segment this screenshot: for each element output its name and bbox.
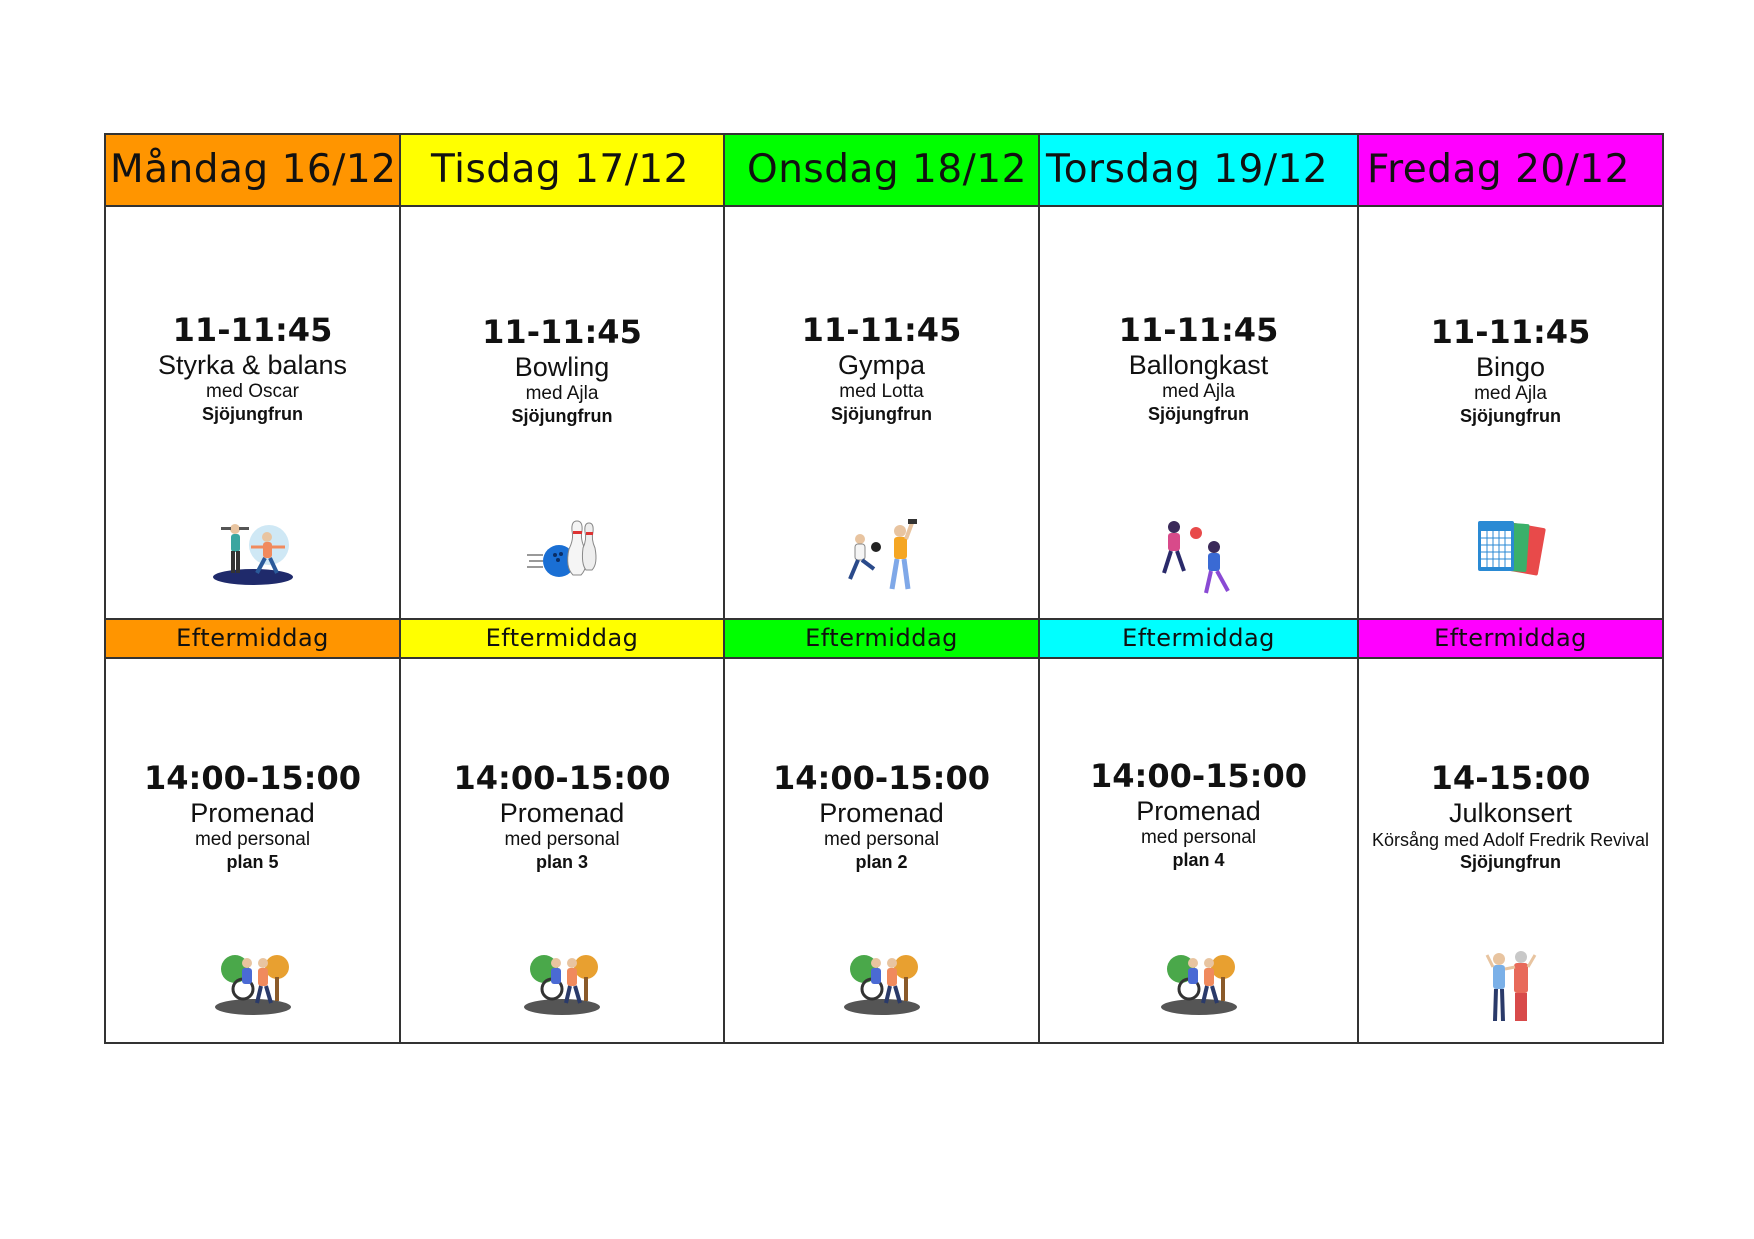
gymnastics-icon: [840, 517, 924, 597]
activity-leader: med Oscar: [206, 381, 299, 402]
walk-park-icon: [522, 949, 602, 1017]
activity-time: 11-11:45: [1118, 311, 1279, 349]
afternoon-cell-monday: [105, 658, 400, 1043]
afternoon-label: Eftermiddag: [485, 624, 639, 652]
walk-park-icon: [1159, 949, 1239, 1017]
afternoon-label: Eftermiddag: [176, 624, 329, 652]
afternoon-cell-tuesday: [400, 658, 724, 1043]
walk-park-icon: [842, 949, 922, 1017]
activity-leader: med Ajla: [525, 383, 599, 404]
afternoon-header-monday: [105, 619, 400, 658]
activity-time: 14:00-15:00: [453, 759, 671, 797]
activity-time: 14:00-15:00: [144, 759, 361, 797]
activity-title: Bowling: [514, 352, 610, 382]
activity-place: Sjöjungfrun: [1460, 406, 1561, 426]
activity-leader: med personal: [1140, 827, 1257, 848]
afternoon-cell-wednesday: [724, 658, 1039, 1043]
activity-place: plan 2: [855, 852, 908, 872]
activity-place: Sjöjungfrun: [511, 406, 613, 426]
day-header-thursday: [1039, 134, 1358, 206]
activity-title: Promenad: [190, 798, 315, 828]
activity-time: 11-11:45: [1430, 313, 1591, 351]
afternoon-cell-thursday: [1039, 658, 1358, 1043]
afternoon-header-thursday: [1039, 619, 1358, 658]
activity-time: 11-11:45: [172, 311, 333, 349]
activity-title: Julkonsert: [1448, 798, 1573, 828]
activity-title: Bingo: [1475, 352, 1546, 382]
afternoon-label: Eftermiddag: [805, 624, 958, 652]
afternoon-header-row: [105, 619, 1663, 658]
bowling-icon: [525, 517, 599, 581]
afternoon-header-wednesday: [724, 619, 1039, 658]
activity-place: Sjöjungfrun: [1460, 852, 1561, 872]
activity-leader: med personal: [823, 829, 940, 850]
activity-leader: med Lotta: [839, 381, 924, 402]
afternoon-label: Eftermiddag: [1122, 624, 1275, 652]
activity-time: 14-15:00: [1430, 759, 1591, 797]
day-title: Tisdag 17/12: [431, 147, 689, 192]
morning-cell-friday: [1358, 206, 1663, 619]
morning-cell-thursday: [1039, 206, 1358, 619]
morning-cell-wednesday: [724, 206, 1039, 619]
activity-place: Sjöjungfrun: [202, 404, 303, 424]
afternoon-header-tuesday: [400, 619, 724, 658]
activity-place: Sjöjungfrun: [1148, 404, 1249, 424]
day-header-row: [105, 134, 1663, 206]
bingo-cards-icon: [1474, 517, 1548, 579]
afternoon-activity-row: [105, 658, 1663, 1043]
day-header-wednesday: [724, 134, 1039, 206]
day-title: Onsdag 18/12: [747, 147, 1027, 192]
weekly-schedule-table: [104, 133, 1664, 1044]
activity-leader: med personal: [504, 829, 620, 850]
activity-title: Gympa: [837, 350, 926, 380]
activity-leader: Körsång med Adolf Fredrik Revival: [1371, 830, 1650, 850]
day-header-tuesday: [400, 134, 724, 206]
activity-title: Ballongkast: [1128, 350, 1269, 380]
afternoon-cell-friday: [1358, 658, 1663, 1043]
activity-time: 11-11:45: [482, 313, 642, 351]
morning-cell-monday: [105, 206, 400, 619]
choir-singers-icon: [1481, 949, 1541, 1025]
activity-time: 11-11:45: [801, 311, 962, 349]
morning-cell-tuesday: [400, 206, 724, 619]
activity-place: plan 5: [226, 852, 279, 872]
activity-time: 14:00-15:00: [773, 759, 990, 797]
activity-place: plan 3: [535, 852, 588, 872]
balloon-toss-icon: [1156, 517, 1242, 597]
morning-activity-row: [105, 206, 1663, 619]
activity-title: Promenad: [1136, 796, 1261, 826]
afternoon-header-friday: [1358, 619, 1663, 658]
exercise-seniors-icon: [211, 517, 295, 589]
activity-title: Promenad: [819, 798, 944, 828]
activity-title: Promenad: [499, 798, 625, 828]
activity-place: Sjöjungfrun: [831, 404, 932, 424]
activity-leader: med personal: [194, 829, 311, 850]
activity-title: Styrka & balans: [157, 350, 348, 380]
day-title: Fredag 20/12: [1367, 147, 1630, 192]
activity-leader: med Ajla: [1474, 383, 1547, 404]
activity-time: 14:00-15:00: [1090, 757, 1307, 795]
day-title: Torsdag 19/12: [1046, 147, 1329, 192]
day-title: Måndag 16/12: [110, 147, 397, 192]
day-header-monday: [105, 134, 400, 206]
activity-leader: med Ajla: [1162, 381, 1235, 402]
activity-place: plan 4: [1172, 850, 1225, 870]
walk-park-icon: [213, 949, 293, 1017]
day-header-friday: [1358, 134, 1663, 206]
afternoon-label: Eftermiddag: [1434, 624, 1587, 652]
